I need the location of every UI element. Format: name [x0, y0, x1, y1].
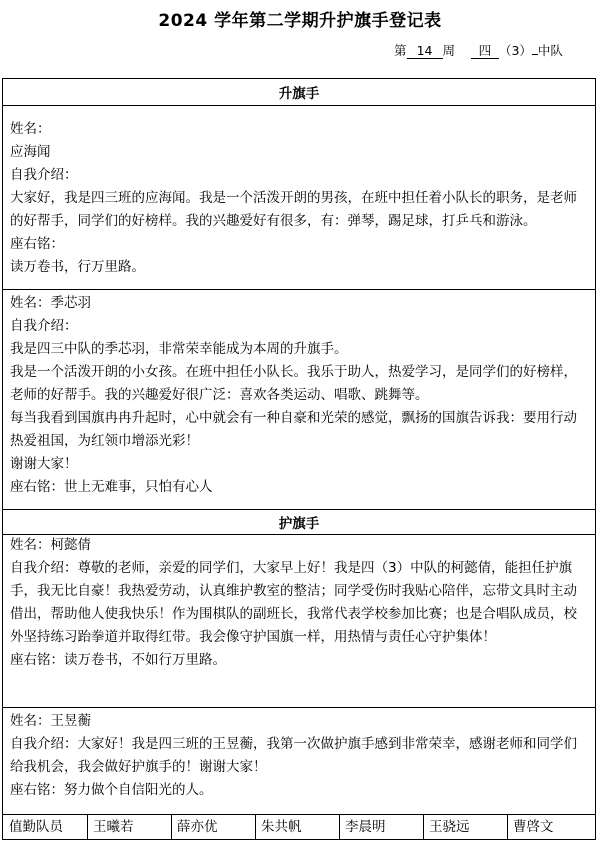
motto-text: 努力做个自信阳光的人。 — [64, 782, 213, 798]
duty-row — [3, 814, 595, 840]
flag-guard-heading: 护旗手 — [278, 516, 320, 532]
student-name: 季芯羽 — [50, 295, 91, 311]
flag-guard-entry-2 — [10, 710, 590, 802]
motto-text: 读万卷书，行万里路。 — [10, 259, 145, 275]
week-number: 14 — [407, 44, 443, 59]
student-name: 柯懿倩 — [50, 537, 91, 553]
intro-text: 大家好！我是四三班的王昱蘅，我第一次做护旗手感到非常荣幸，感谢老师和同学们给我机会，我会做好护旗手的！谢谢大家！ — [10, 736, 577, 775]
intro-line: 每当我看到国旗冉冉升起时，心中就会有一种自豪和光荣的感觉，飘扬的国旗告诉我：要用行动热爱祖国，为红领巾增添光彩！ — [10, 410, 577, 449]
motto-label: 座右铭： — [10, 782, 64, 798]
intro-line: 我是一个活泼开朗的小女孩。在班中担任小队长。我乐于助人，热爱学习，是同学们的好榜样，老师的好帮手。我的兴趣爱好很广泛：喜欢各类运动、唱歌、跳舞等。 — [10, 364, 577, 403]
motto-text: 读万卷书，不如行万里路。 — [64, 652, 226, 668]
duty-member: 李晨明 — [345, 819, 386, 835]
intro-text: 尊敬的老师，亲爱的同学们，大家早上好！我是四（3）中队的柯懿倩，能担任护旗手，我无比自豪！我热爱劳动，认真维护教室的整洁；同学受伤时我贴心陪伴，忘带文具时主动借出，帮助他人使我快乐！作为围棋队的副班长，我常代表学校参加比赛；也是合唱队成员，校外坚持练习跆拳道并取得红带。我会像守护国旗一样，用热情与责任心守护集体！ — [10, 560, 577, 645]
name-line — [10, 534, 590, 557]
motto-label: 座右铭： — [10, 236, 64, 252]
flag-raiser-entry-1 — [10, 118, 590, 279]
grade: 四 — [471, 44, 499, 59]
name-line — [10, 292, 590, 315]
intro-line: 我是四三中队的季芯羽，非常荣幸能成为本周的升旗手。 — [10, 341, 348, 357]
student-name: 王昱蘅 — [50, 713, 91, 729]
intro-label: 自我介绍： — [10, 318, 78, 334]
class-number: （3） — [498, 43, 532, 58]
motto-line — [10, 476, 590, 499]
divider — [3, 509, 595, 510]
name-label: 姓名： — [10, 713, 51, 729]
form-title: 2024 学年第二学期升护旗手登记表 — [158, 11, 442, 31]
duty-member: 朱共帆 — [261, 819, 302, 835]
intro-label: 自我介绍： — [10, 167, 78, 183]
intro-text: 大家好，我是四三班的应海闻。我是一个活泼开朗的男孩，在班中担任着小队长的职务，是老师的好帮手，同学们的好榜样。我的兴趣爱好有很多，有：弹琴，踢足球，打乒乓和游泳。 — [10, 190, 577, 229]
intro-line — [10, 733, 590, 779]
name-label: 姓名： — [10, 295, 51, 311]
motto-text: 世上无难事，只怕有心人 — [64, 479, 213, 495]
registration-table — [2, 78, 596, 840]
name-label: 姓名： — [10, 121, 51, 137]
divider — [3, 289, 595, 290]
intro-label: 自我介绍： — [10, 560, 78, 576]
divider — [3, 105, 595, 106]
squad-label: 中队 — [537, 43, 563, 58]
duty-member: 薛亦优 — [177, 819, 218, 835]
duty-member: 王骁远 — [429, 819, 470, 835]
motto-line — [10, 779, 590, 802]
duty-member: 曹啓文 — [513, 819, 554, 835]
student-name: 应海闻 — [10, 144, 51, 160]
motto-line — [10, 649, 590, 672]
divider — [3, 707, 595, 708]
flag-raiser-entry-2 — [10, 292, 590, 499]
week-prefix: 第 — [394, 43, 407, 58]
intro-label: 自我介绍： — [10, 736, 78, 752]
flag-guard-entry-1 — [10, 534, 590, 672]
week-class-info — [394, 41, 563, 59]
duty-member: 王曦若 — [93, 819, 134, 835]
duty-label: 值勤队员 — [9, 819, 63, 835]
motto-label: 座右铭： — [10, 652, 64, 668]
week-suffix: 周 — [442, 43, 456, 58]
motto-label: 座右铭： — [10, 479, 64, 495]
intro-line — [10, 557, 590, 649]
intro-line: 谢谢大家！ — [10, 456, 78, 472]
name-label: 姓名： — [10, 537, 51, 553]
name-line — [10, 710, 590, 733]
flag-raiser-heading: 升旗手 — [278, 86, 320, 102]
